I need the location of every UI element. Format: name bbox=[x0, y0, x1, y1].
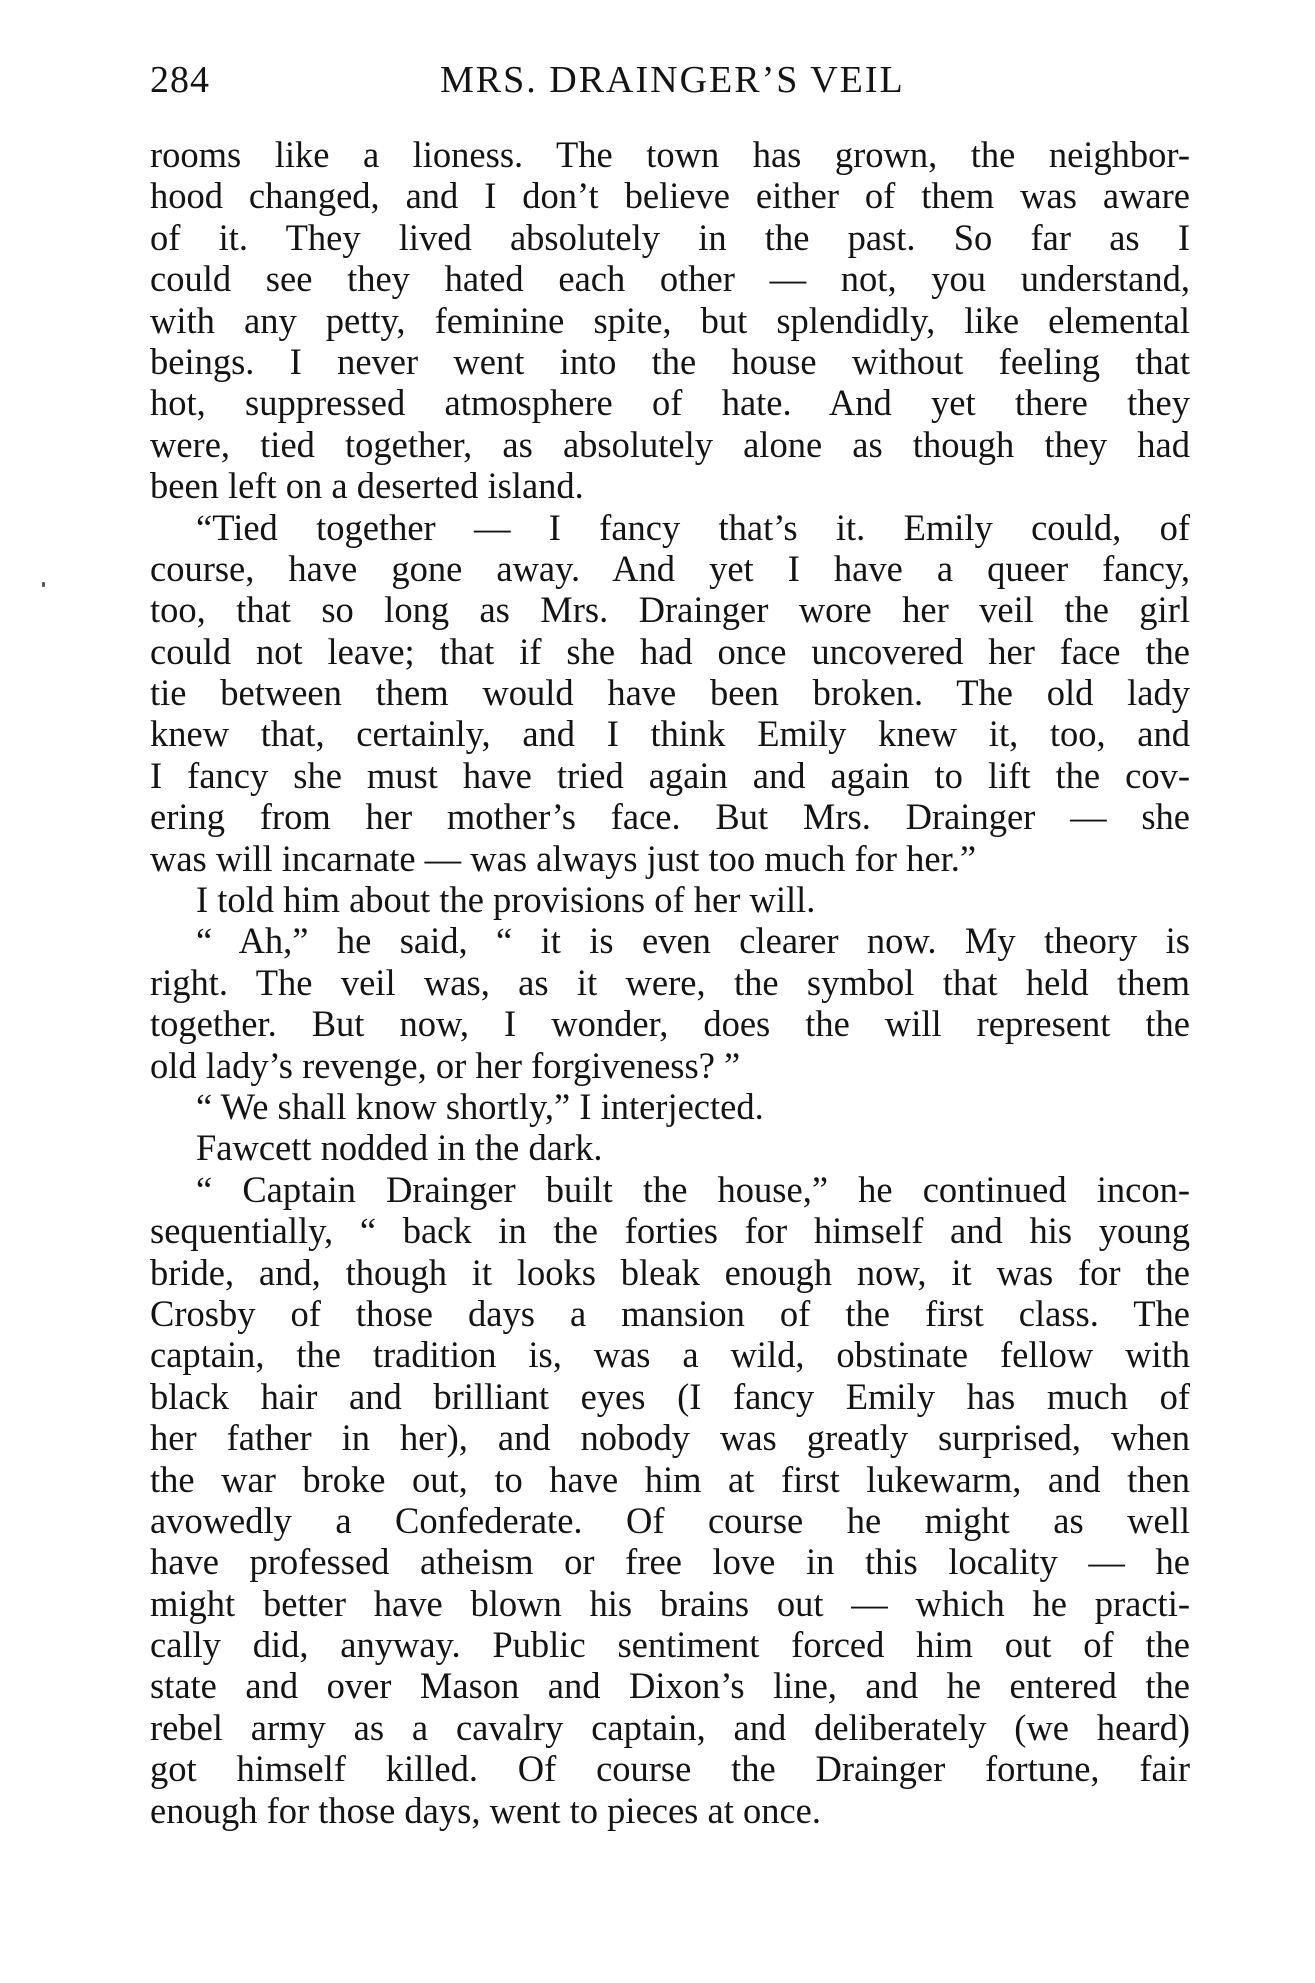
text-line: knew that, certainly, and I think Emily knew it, too, and bbox=[150, 713, 1190, 755]
text-line: sequentially, “ back in the forties for himself and his young bbox=[150, 1210, 1190, 1252]
page-number: 284 bbox=[150, 59, 210, 101]
text-line: her father in her), and nobody was greatly surprised, when bbox=[150, 1417, 1190, 1459]
text-line: the war broke out, to have him at first lukewarm, and then bbox=[150, 1458, 1190, 1500]
text-line: been left on a deserted island. bbox=[150, 465, 584, 507]
text-line: hood changed, and I don’t believe either of them was aware bbox=[150, 175, 1190, 217]
text-line: I told him about the provisions of her will. bbox=[196, 879, 816, 921]
text-line: state and over Mason and Dixon’s line, and he entered the bbox=[150, 1665, 1190, 1707]
text-line: with any petty, feminine spite, but splendidly, like elemental bbox=[150, 299, 1190, 341]
text-line: cally did, anyway. Public sentiment forced him out of the bbox=[150, 1624, 1190, 1666]
text-line: were, tied together, as absolutely alone as though they had bbox=[150, 423, 1190, 465]
text-line: “Tied together — I fancy that’s it. Emily could, of bbox=[196, 506, 1190, 548]
text-line: of it. They lived absolutely in the past. So far as I bbox=[150, 216, 1190, 258]
text-line: Fawcett nodded in the dark. bbox=[196, 1127, 603, 1169]
text-line: “ Captain Drainger built the house,” he continued incon- bbox=[196, 1168, 1190, 1210]
text-line: old lady’s revenge, or her forgiveness? ” bbox=[150, 1044, 741, 1086]
running-head: MRS. DRAINGER’S VEIL bbox=[440, 59, 905, 101]
text-line: rebel army as a cavalry captain, and deliberately (we heard) bbox=[150, 1706, 1190, 1748]
text-line: have professed atheism or free love in this locality — he bbox=[150, 1541, 1190, 1583]
paper-speck bbox=[42, 582, 45, 587]
text-line: too, that so long as Mrs. Drainger wore her veil the girl bbox=[150, 589, 1190, 631]
text-line: enough for those days, went to pieces at once. bbox=[150, 1789, 821, 1831]
text-line: hot, suppressed atmosphere of hate. And yet there they bbox=[150, 382, 1190, 424]
text-line: tie between them would have been broken. The old lady bbox=[150, 672, 1190, 714]
page-header bbox=[150, 58, 1190, 108]
text-line: together. But now, I wonder, does the will represent the bbox=[150, 1003, 1190, 1045]
text-line: rooms like a lioness. The town has grown, the neighbor- bbox=[150, 134, 1190, 175]
text-line: could see they hated each other — not, you understand, bbox=[150, 258, 1190, 300]
text-line: was will incarnate — was always just too much for her.” bbox=[150, 837, 977, 879]
text-line: beings. I never went into the house without feeling that bbox=[150, 340, 1190, 382]
text-line: right. The veil was, as it were, the symbol that held them bbox=[150, 961, 1190, 1003]
text-line: could not leave; that if she had once uncovered her face the bbox=[150, 630, 1190, 672]
body-text bbox=[150, 134, 1190, 1831]
text-line: captain, the tradition is, was a wild, obstinate fellow with bbox=[150, 1334, 1190, 1376]
text-line: Crosby of those days a mansion of the first class. The bbox=[150, 1292, 1190, 1334]
text-line: bride, and, though it looks bleak enough now, it was for the bbox=[150, 1251, 1190, 1293]
text-line: got himself killed. Of course the Drainger fortune, fair bbox=[150, 1748, 1190, 1790]
text-line: avowedly a Confederate. Of course he might as well bbox=[150, 1499, 1190, 1541]
text-line: black hair and brilliant eyes (I fancy Emily has much of bbox=[150, 1375, 1190, 1417]
text-line: ering from her mother’s face. But Mrs. Drainger — she bbox=[150, 796, 1190, 838]
text-line: “ Ah,” he said, “ it is even clearer now. My theory is bbox=[196, 920, 1190, 962]
text-line: course, have gone away. And yet I have a queer fancy, bbox=[150, 547, 1190, 589]
text-line: I fancy she must have tried again and again to lift the cov- bbox=[150, 754, 1190, 796]
text-line: might better have blown his brains out — which he practi- bbox=[150, 1582, 1190, 1624]
text-line: “ We shall know shortly,” I interjected. bbox=[196, 1085, 764, 1127]
